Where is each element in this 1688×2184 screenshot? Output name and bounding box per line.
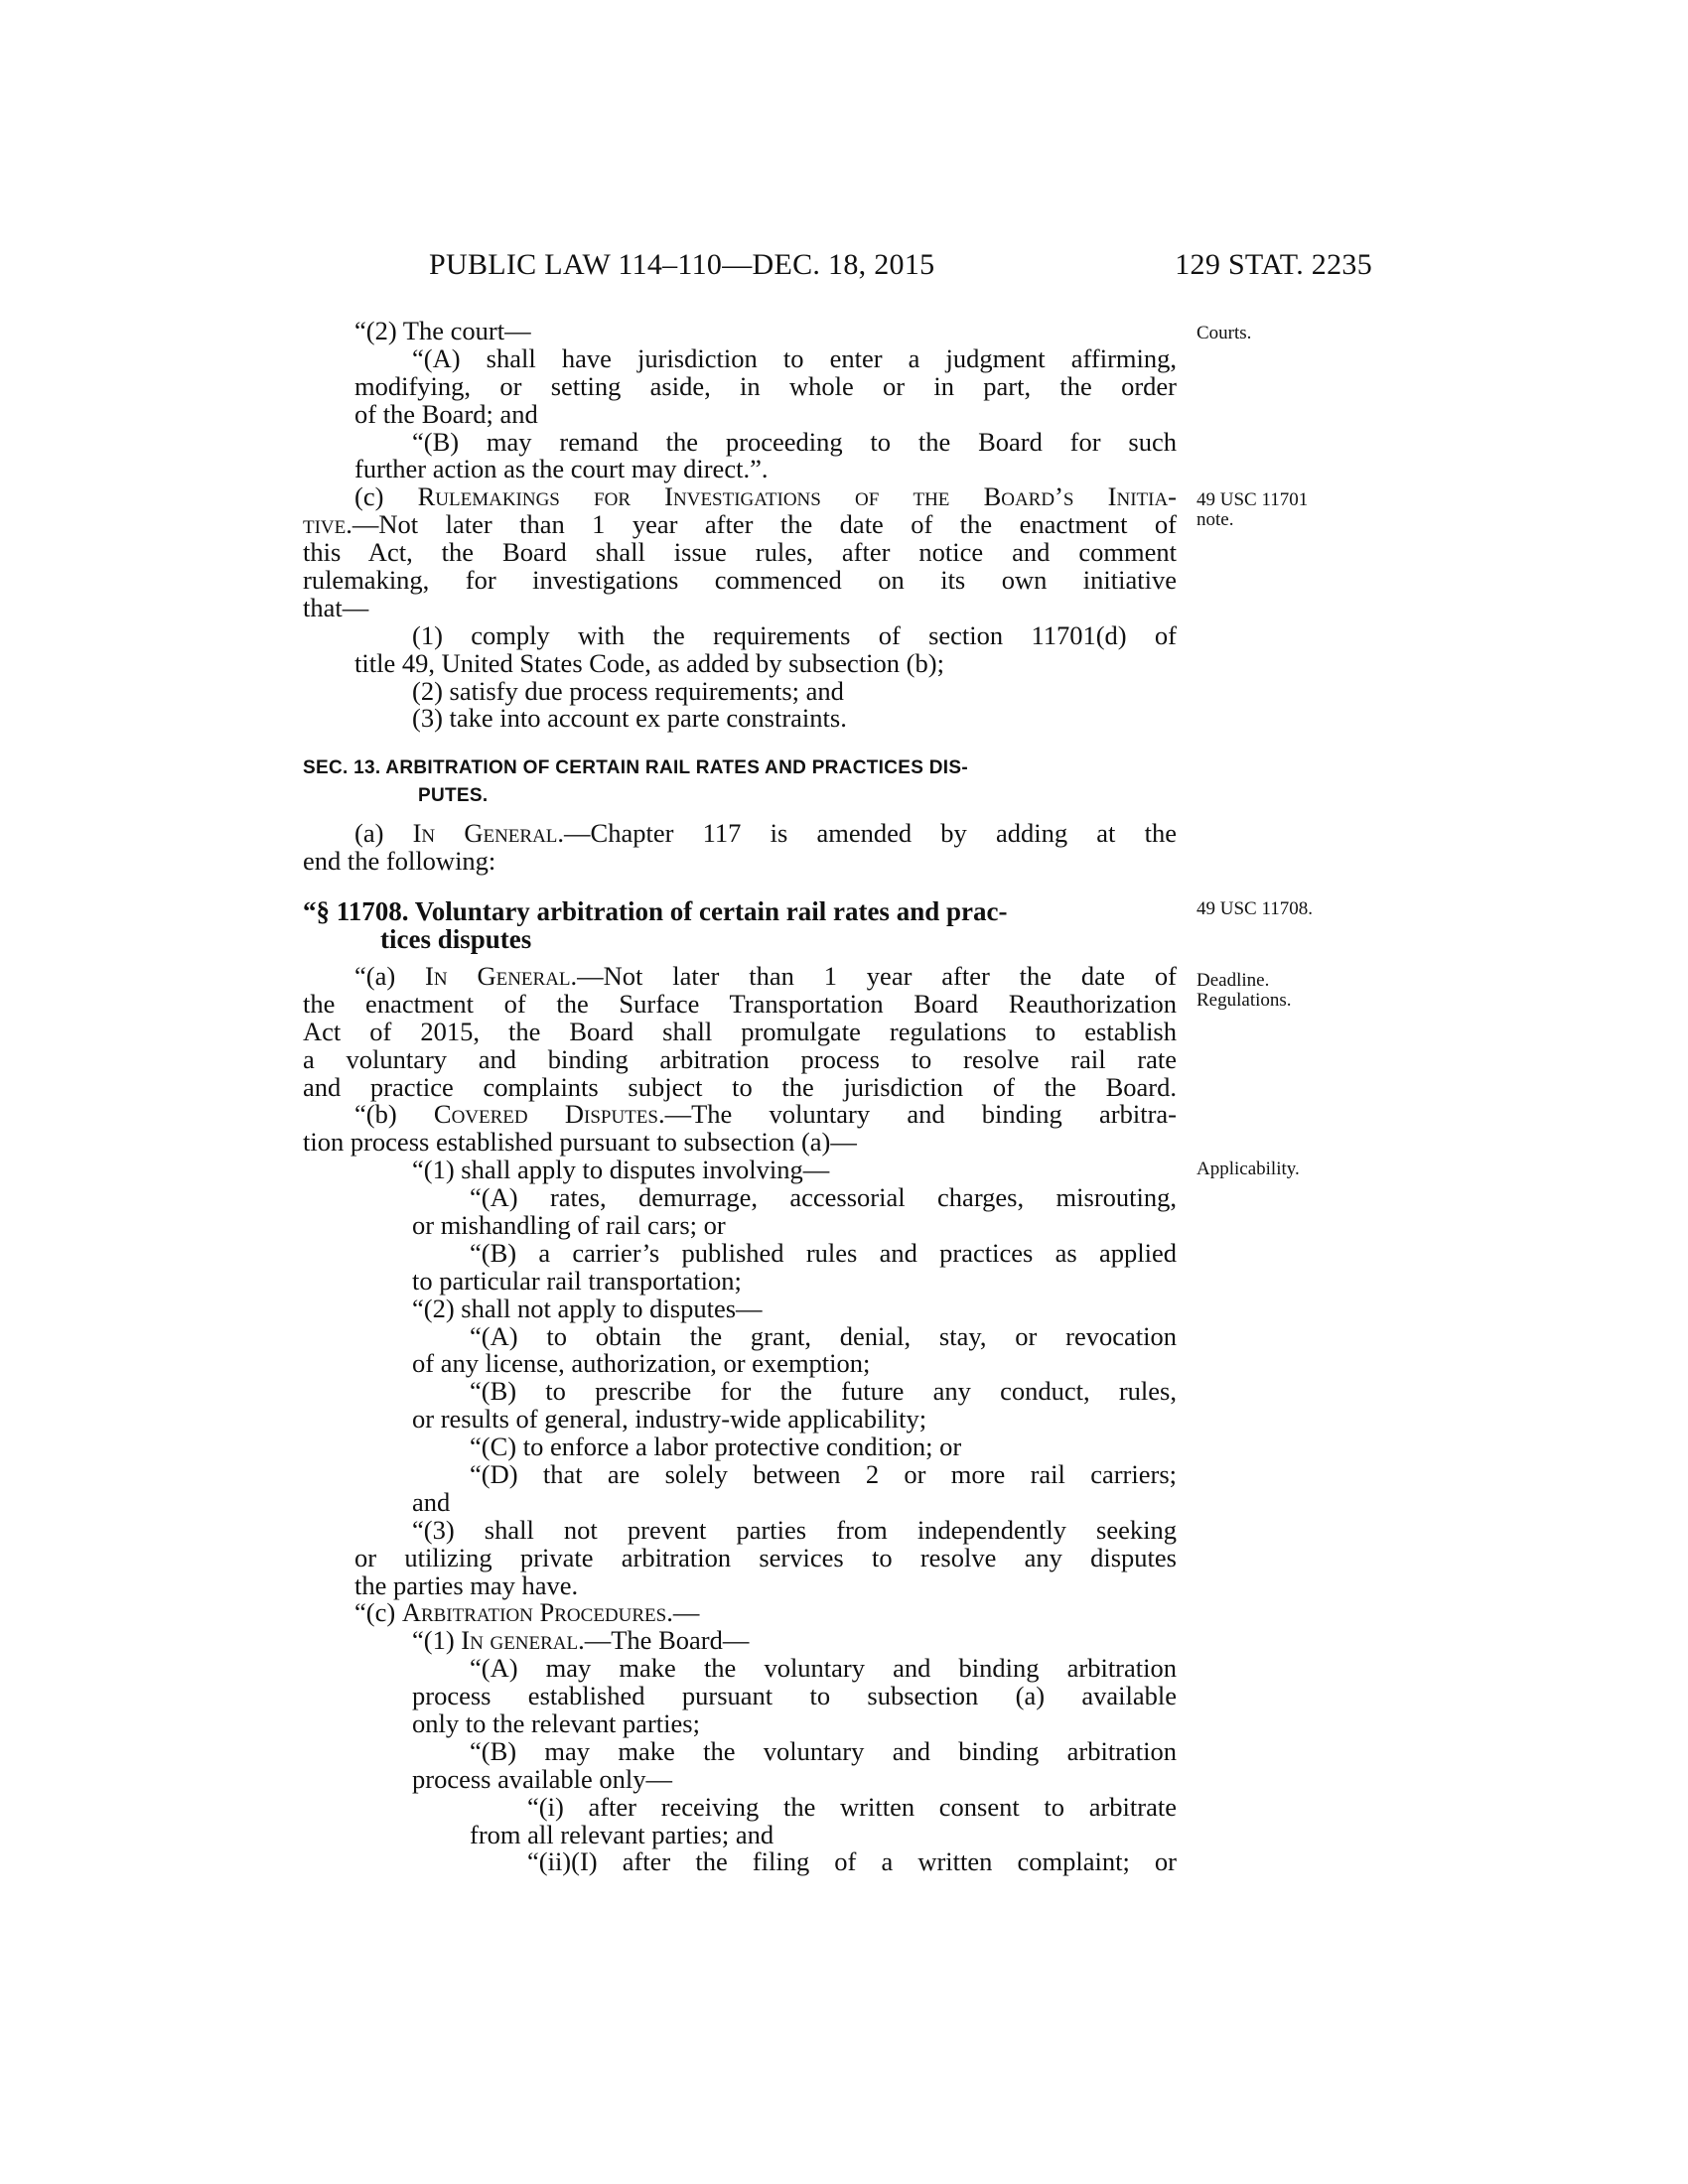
text-line: of any license, authorization, or exemption; — [412, 1348, 871, 1379]
margin-note-courts: Courts. — [1196, 323, 1252, 343]
text-line: “(2) The court— — [354, 316, 531, 345]
text-line: tive.—Not later than 1 year after the date of the enactment of — [303, 509, 1177, 540]
text-line: process established pursuant to subsection (a) available — [412, 1681, 1177, 1711]
text-line: from all relevant parties; and — [470, 1819, 774, 1849]
section-13-heading: SEC. 13. ARBITRATION OF CERTAIN RAIL RATES AND PRACTICES DIS- — [303, 757, 968, 779]
text-line: (3) take into account ex parte constraints. — [412, 703, 847, 734]
text-line: a voluntary and binding arbitration process to resolve rail rate — [303, 1043, 1177, 1074]
section-11708-heading-cont: tices disputes — [380, 923, 532, 954]
text-line: only to the relevant parties; — [412, 1708, 700, 1738]
text-line: “(2) shall not apply to disputes— — [412, 1293, 763, 1323]
text-line: “(B) may remand the proceeding to the Board for such — [412, 426, 1177, 457]
text-line: “(1) shall apply to disputes involving— — [412, 1155, 830, 1185]
text-line: further action as the court may direct.”. — [354, 454, 769, 484]
text-line: the enactment of the Surface Transportation Board Reauthorization — [303, 988, 1177, 1019]
text-line: or mishandling of rail cars; or — [412, 1209, 726, 1240]
text-line: “(b) Covered Disputes.—The voluntary and binding arbitra- — [354, 1099, 1177, 1130]
text-line: “(ii)(I) after the filing of a written complaint; or — [527, 1846, 1177, 1877]
text-line: “(A) rates, demurrage, accessorial charges, misrouting, — [470, 1182, 1177, 1213]
margin-note-usc-11708: 49 USC 11708. — [1196, 898, 1314, 919]
text-line: this Act, the Board shall issue rules, after notice and comment — [303, 537, 1177, 568]
text-line: “(i) after receiving the written consent to arbitrate — [527, 1791, 1177, 1822]
text-line: or utilizing private arbitration services to resolve any disputes — [354, 1542, 1177, 1572]
text-line: “(B) may make the voluntary and binding arbitration — [470, 1735, 1177, 1766]
section-13-heading-cont: PUTES. — [418, 785, 489, 807]
subsection-c-heading: (c) Rulemakings for Investigations of the Board’s Initia- — [354, 481, 1177, 512]
document-body — [303, 318, 1177, 1876]
text-line: “(B) to prescribe for the future any conduct, rules, — [470, 1376, 1177, 1407]
paragraph-heading: “(1) In general.—The Board— — [412, 1625, 750, 1656]
text-line: “(A) to obtain the grant, denial, stay, or revocation — [470, 1320, 1177, 1351]
text-line: Act of 2015, the Board shall promulgate regulations to establish — [303, 1016, 1177, 1046]
text-line: or results of general, industry-wide applicability; — [412, 1404, 927, 1434]
margin-note-regulations: Regulations. — [1196, 990, 1292, 1011]
text-line: end the following: — [303, 846, 496, 877]
public-law-title: PUBLIC LAW 114–110—DEC. 18, 2015 — [429, 248, 935, 281]
margin-note-deadline: Deadline. — [1196, 970, 1270, 991]
statute-page-number: 129 STAT. 2235 — [1175, 248, 1372, 281]
text-line: process available only— — [412, 1763, 672, 1794]
text-line: “(D) that are solely between 2 or more rail carriers; — [470, 1458, 1177, 1489]
section-11708-heading: “§ 11708. Voluntary arbitration of certain rail rates and prac- — [303, 895, 1008, 926]
text-line: (2) satisfy due process requirements; and — [412, 675, 844, 706]
text-line: and practice complaints subject to the jurisdiction of the Board. — [303, 1071, 1177, 1102]
text-line: “(C) to enforce a labor protective condition; or — [470, 1432, 962, 1462]
margin-note-usc-11701-note: note. — [1196, 509, 1234, 530]
text-line: title 49, United States Code, as added by subsection (b); — [354, 647, 944, 678]
text-line: to particular rail transportation; — [412, 1265, 742, 1296]
text-line: “(a) In General.—Not later than 1 year after the date of — [354, 960, 1177, 991]
text-line: of the Board; and — [354, 398, 538, 429]
subsection-heading: “(c) Arbitration Procedures.— — [354, 1597, 700, 1628]
text-line: and — [412, 1486, 451, 1517]
margin-note-usc-11701: 49 USC 11701 — [1196, 489, 1309, 510]
text-line: “(A) may make the voluntary and binding arbitration — [470, 1653, 1177, 1684]
text-line: (1) comply with the requirements of section 11701(d) of — [412, 619, 1177, 650]
text-line: modifying, or setting aside, in whole or in part, the order — [354, 370, 1177, 401]
text-line: “(B) a carrier’s published rules and practices as applied — [470, 1237, 1177, 1268]
text-line: the parties may have. — [354, 1570, 579, 1600]
text-line: “(3) shall not prevent parties from independently seeking — [412, 1514, 1177, 1545]
text-line: tion process established pursuant to subsection (a)— — [303, 1127, 857, 1158]
text-line: that— — [303, 592, 369, 622]
page-header — [429, 248, 1372, 288]
margin-note-applicability: Applicability. — [1196, 1159, 1300, 1179]
text-line: rulemaking, for investigations commenced on its own initiative — [303, 565, 1177, 596]
text-line: “(A) shall have jurisdiction to enter a judgment affirming, — [412, 342, 1177, 373]
text-line: (a) In General.—Chapter 117 is amended by adding at the — [354, 818, 1177, 849]
